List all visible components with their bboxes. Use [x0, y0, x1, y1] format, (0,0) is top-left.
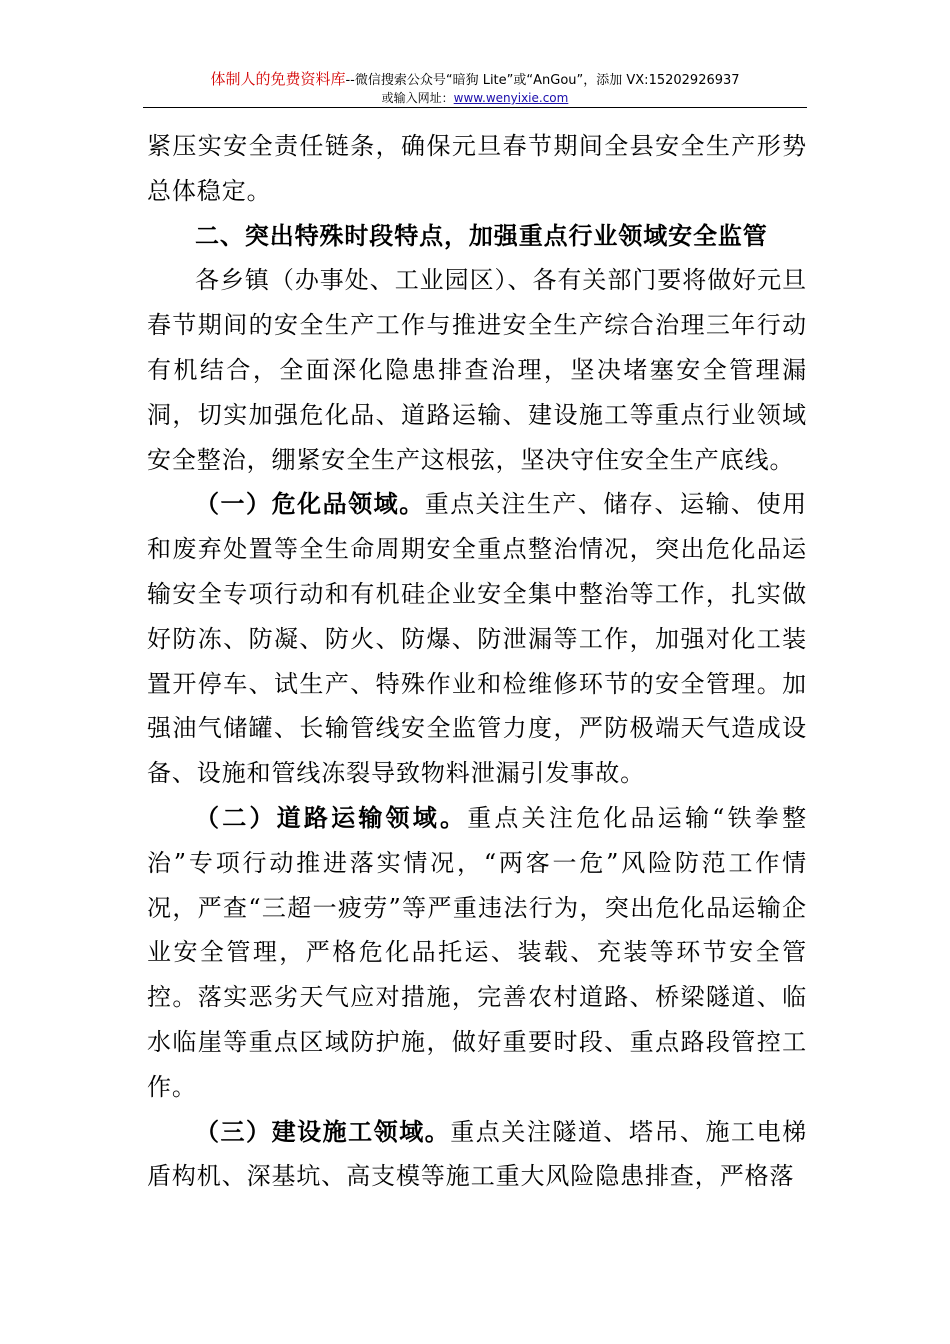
header-divider — [143, 107, 807, 108]
paragraph-item-2 — [147, 796, 807, 1110]
item-3-body: 重点关注隧道、塔吊、施工电梯盾构机、深基坑、高支模等施工重大风险隐患排查，严格落 — [147, 1117, 807, 1191]
header-line-2 — [143, 90, 807, 107]
item-3-title: （三）建设施工领域。 — [195, 1117, 451, 1146]
item-1-body: 重点关注生产、储存、运输、使用和废弃处置等全生命周期安全重点整治情况，突出危化品运输安全专项行动和有机硅企业安全集中整治等工作，扎实做好防冻、防凝、防火、防爆、防泄漏等工作，加强对化工装置开停车、试生产、特殊作业和检维修环节的安全管理。加强油气储罐、长输管线安全监管力度，严防极端天气造成设备、设施和管线冻裂导致物料泄漏引发事故。 — [147, 490, 807, 788]
item-1-title: （一）危化品领域。 — [195, 490, 425, 519]
page-header — [143, 70, 807, 107]
paragraph-continuation: 紧压实安全责任链条，确保元旦春节期间全县安全生产形势总体稳定。 — [147, 132, 807, 205]
header-line-1 — [143, 70, 807, 90]
item-2-body: 重点关注危化品运输“铁拳整治”专项行动推进落实情况，“两客一危”风险防范工作情况，严查“三超一疲劳”等严重违法行为，突出危化品运输企业安全管理，严格危化品托运、装载、充装等环节安全管控。落实恶劣天气应对措施，完善农村道路、桥梁隧道、临水临崖等重点区域防护施，做好重要时段、重点路段管控工作。 — [147, 803, 808, 1101]
item-2-title: （二）道路运输领域。 — [195, 803, 468, 832]
paragraph-item-1 — [147, 482, 807, 796]
header-info: --微信搜索公众号“暗狗 Lite”或“AnGou”，添加 VX:15202926937 — [345, 73, 740, 88]
header-url-link[interactable]: www.wenyixie.com — [453, 91, 569, 105]
header-url-label: 或输入网址： — [381, 91, 454, 105]
paragraph-intro: 各乡镇（办事处、工业园区）、各有关部门要将做好元旦春节期间的安全生产工作与推进安全生产综合治理三年行动有机结合，全面深化隐患排查治理，坚决堵塞安全管理漏洞，切实加强危化品、道路运输、建设施工等重点行业领域安全整治，绷紧安全生产这根弦，坚决守住安全生产底线。 — [147, 266, 807, 474]
header-brand: 体制人的免费资料库 — [210, 70, 346, 88]
document-body — [147, 124, 807, 1199]
section-heading: 二、突出特殊时段特点，加强重点行业领域安全监管 — [195, 221, 768, 250]
paragraph-item-3 — [147, 1110, 807, 1200]
